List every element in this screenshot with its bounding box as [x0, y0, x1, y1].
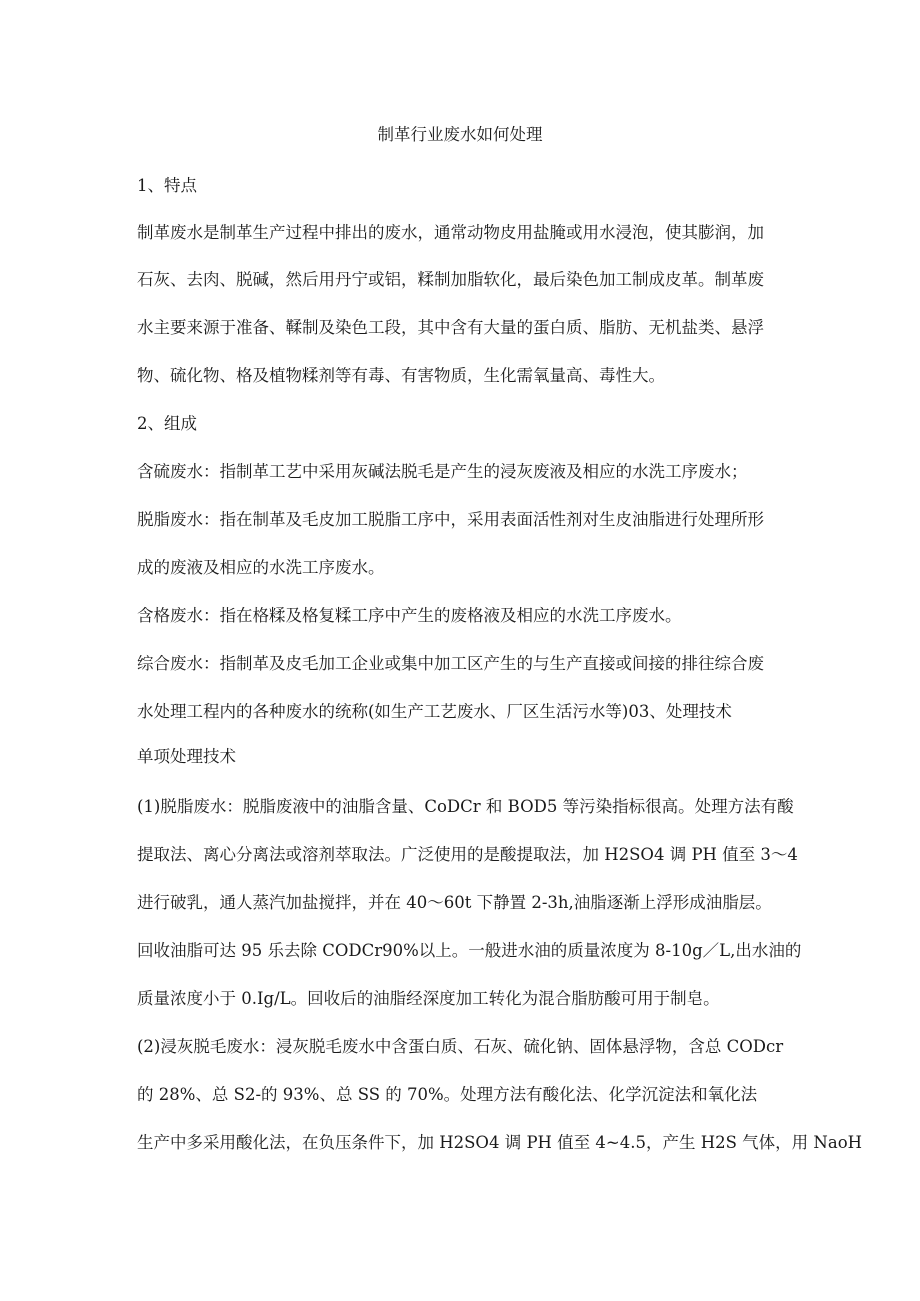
paragraph-line: 脱脂废水：指在制革及毛皮加工脱脂工序中，采用表面活性剂对生皮油脂进行处理所形: [137, 510, 764, 529]
paragraph-line: 含硫废水：指制革工艺中采用灰碱法脱毛是产生的浸灰废液及相应的水洗工序废水；: [137, 462, 748, 481]
paragraph-line: 成的废液及相应的水洗工序废水。: [137, 558, 385, 577]
paragraph-line: 水处理工程内的各种废水的统称(如生产工艺废水、厂区生活污水等)03、处理技术: [137, 702, 732, 721]
paragraph-line: 石灰、去肉、脱碱，然后用丹宁或铝，糅制加脂软化，最后染色加工制成皮革。制革废: [137, 270, 764, 289]
paragraph-line: 制革废水是制革生产过程中排出的废水，通常动物皮用盐腌或用水浸泡，使其膨润，加: [137, 223, 764, 242]
document-title: 制革行业废水如何处理: [377, 125, 543, 144]
paragraph-line: 提取法、离心分离法或溶剂萃取法。广泛使用的是酸提取法，加 H2SO4 调 PH 值至 3～4: [137, 845, 798, 864]
paragraph-line: 含格废水：指在格糅及格复糅工序中产生的废格液及相应的水洗工序废水。: [137, 606, 682, 625]
section-heading-composition: 2、组成: [137, 414, 197, 433]
paragraph-line: 的 28%、总 S2-的 93%、总 SS 的 70%。处理方法有酸化法、化学沉淀法和氧化法: [137, 1085, 758, 1104]
paragraph-line: (2)浸灰脱毛废水：浸灰脱毛废水中含蛋白质、石灰、硫化钠、固体悬浮物，含总 CODcr: [137, 1037, 784, 1056]
paragraph-line: 回收油脂可达 95 乐去除 CODCr90%以上。一般进水油的质量浓度为 8-10g／L,出水油的: [137, 941, 802, 960]
paragraph-line: 水主要来源于准备、鞣制及染色工段，其中含有大量的蛋白质、脂肪、无机盐类、悬浮: [137, 318, 764, 337]
paragraph-line: 综合废水：指制革及皮毛加工企业或集中加工区产生的与生产直接或间接的排往综合废: [137, 654, 764, 673]
paragraph-line: 质量浓度小于 0.Ig/L。回收后的油脂经深度加工转化为混合脂肪酸可用于制皂。: [137, 989, 720, 1008]
section-heading-single-treatment: 单项处理技术: [137, 747, 236, 766]
paragraph-line: (1)脱脂废水：脱脂废液中的油脂含量、CoDCr 和 BOD5 等污染指标很高。处理方法有酸: [137, 797, 794, 816]
section-heading-features: 1、特点: [137, 176, 197, 195]
paragraph-line: 生产中多采用酸化法，在负压条件下，加 H2SO4 调 PH 值至 4~4.5，产生 H2S 气体，用 NaoH: [137, 1133, 863, 1152]
paragraph-line: 物、硫化物、格及植物糅剂等有毒、有害物质，生化需氧量高、毒性大。: [137, 366, 665, 385]
paragraph-line: 进行破乳，通人蒸汽加盐搅拌，并在 40～60t 下静置 2-3h,油脂逐渐上浮形成油脂层。: [137, 893, 772, 912]
